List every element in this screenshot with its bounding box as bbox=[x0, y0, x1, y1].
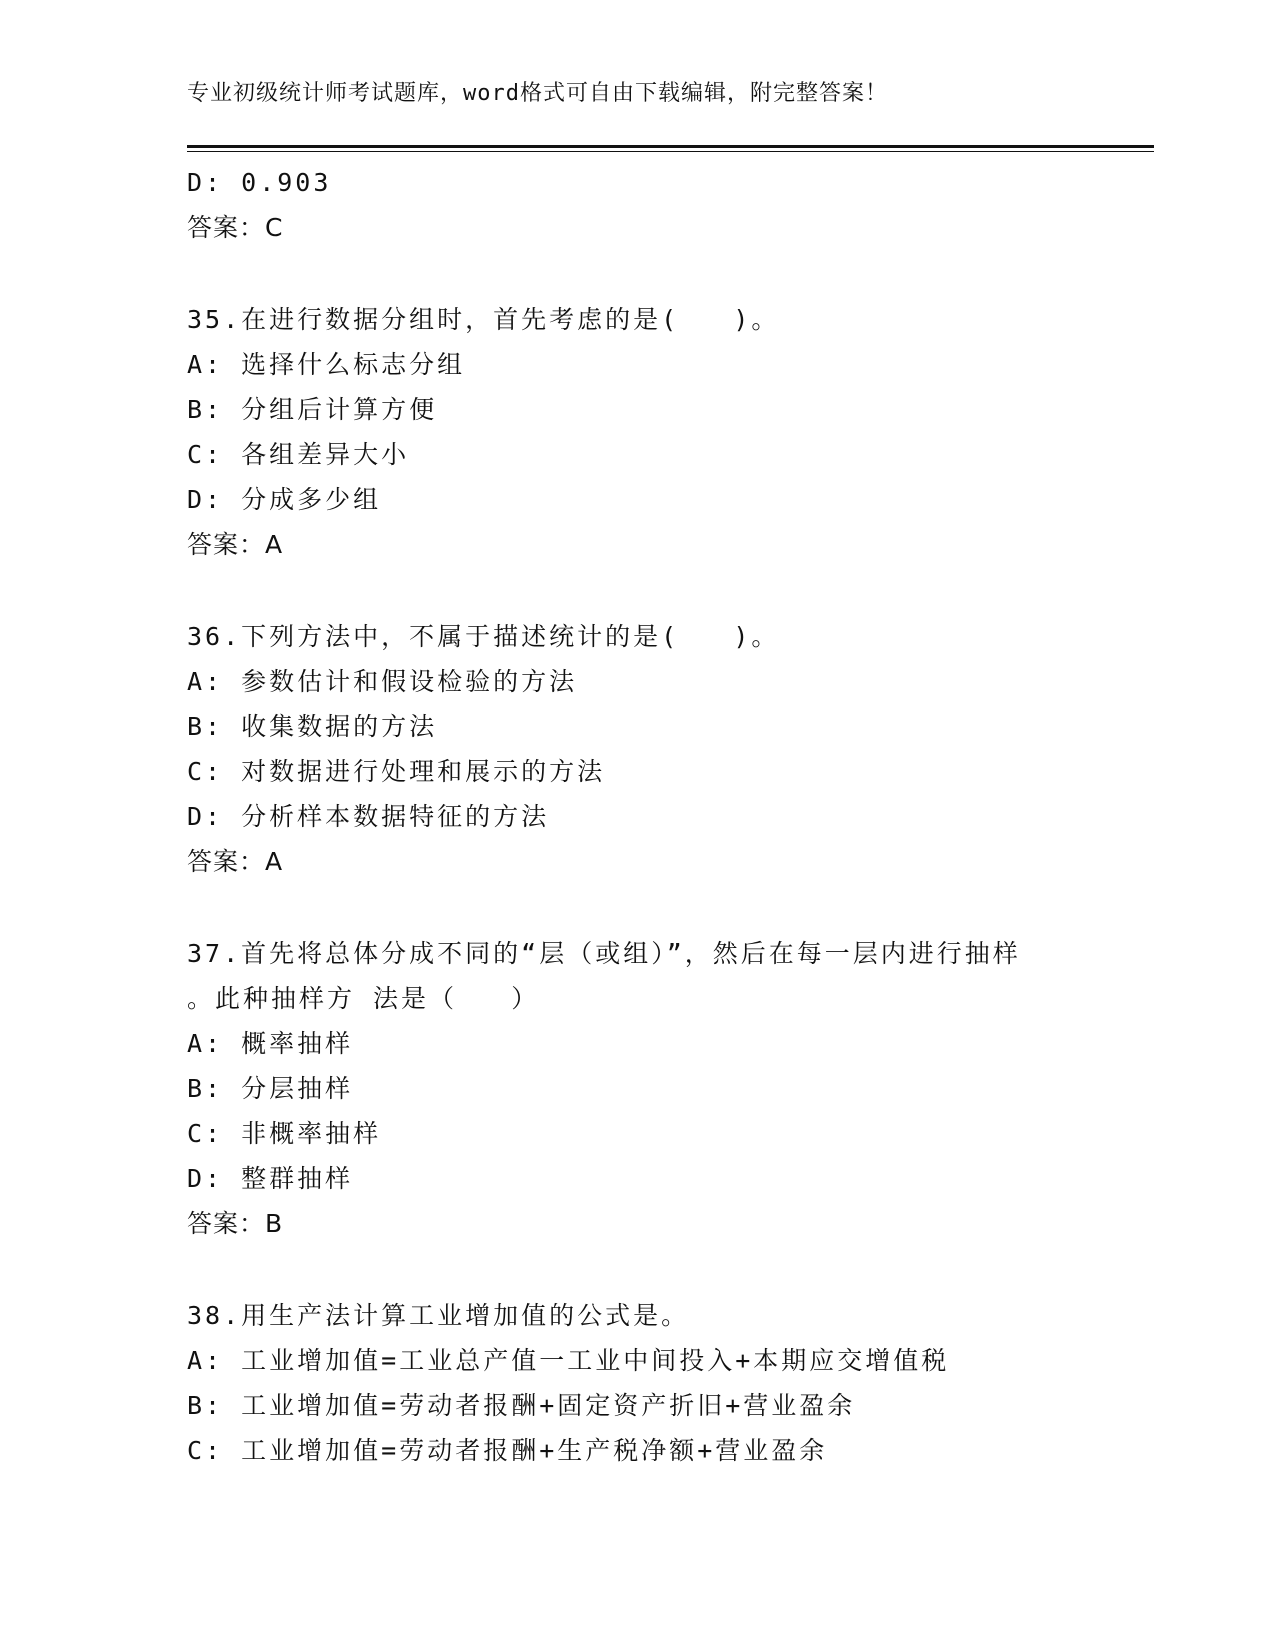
question-stem: 35.在进行数据分组时，首先考虑的是( )。 bbox=[187, 305, 780, 334]
question-stem: 38.用生产法计算工业增加值的公式是。 bbox=[187, 1301, 690, 1330]
header-rule-thick bbox=[187, 145, 1154, 148]
option-c: C: 非概率抽样 bbox=[187, 1119, 382, 1148]
spacer bbox=[187, 884, 1087, 931]
question-36 bbox=[187, 614, 1087, 884]
header-rule-thin bbox=[187, 151, 1154, 152]
document-content bbox=[187, 160, 1087, 1473]
answer: 答案：B bbox=[187, 1209, 284, 1238]
prev-option-d: D: 0.903 bbox=[187, 168, 332, 197]
spacer bbox=[187, 567, 1087, 614]
option-b: B: 分组后计算方便 bbox=[187, 395, 438, 424]
question-stem: 37.首先将总体分成不同的“层（或组）”，然后在每一层内进行抽样 bbox=[187, 939, 1021, 968]
option-d: D: 分析样本数据特征的方法 bbox=[187, 802, 550, 831]
option-a: A: 概率抽样 bbox=[187, 1029, 354, 1058]
question-stem: 36.下列方法中，不属于描述统计的是( )。 bbox=[187, 622, 780, 651]
option-b: B: 收集数据的方法 bbox=[187, 712, 438, 741]
option-d: D: 分成多少组 bbox=[187, 485, 382, 514]
option-d: D: 整群抽样 bbox=[187, 1164, 354, 1193]
option-c: C: 对数据进行处理和展示的方法 bbox=[187, 757, 606, 786]
answer: 答案：A bbox=[187, 847, 284, 876]
option-a: A: 参数估计和假设检验的方法 bbox=[187, 667, 578, 696]
option-b: B: 工业增加值=劳动者报酬+固定资产折旧+营业盈余 bbox=[187, 1391, 856, 1420]
spacer bbox=[187, 250, 1087, 297]
question-35 bbox=[187, 297, 1087, 567]
prev-answer: 答案：C bbox=[187, 213, 284, 242]
answer: 答案：A bbox=[187, 530, 284, 559]
page-header: 专业初级统计师考试题库，word格式可自由下载编辑，附完整答案！ bbox=[187, 81, 888, 106]
option-c: C: 各组差异大小 bbox=[187, 440, 410, 469]
question-37 bbox=[187, 931, 1087, 1246]
option-c: C: 工业增加值=劳动者报酬+生产税净额+营业盈余 bbox=[187, 1436, 828, 1465]
spacer bbox=[187, 1246, 1087, 1293]
question-stem-continued: 。此种抽样方 法是（ ） bbox=[187, 984, 540, 1013]
option-b: B: 分层抽样 bbox=[187, 1074, 354, 1103]
option-a: A: 工业增加值=工业总产值一工业中间投入+本期应交增值税 bbox=[187, 1346, 950, 1375]
question-38 bbox=[187, 1293, 1087, 1473]
option-a: A: 选择什么标志分组 bbox=[187, 350, 466, 379]
